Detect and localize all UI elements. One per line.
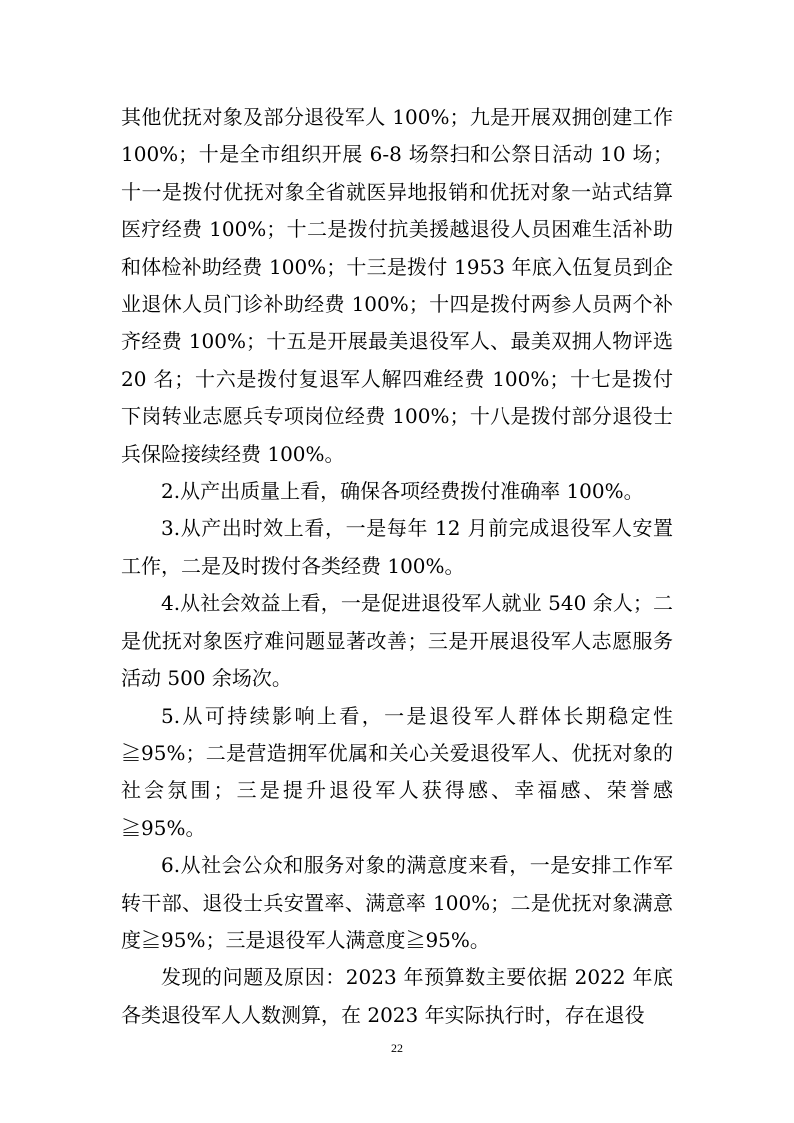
paragraph-satisfaction: 6.从社会公众和服务对象的满意度来看，一是安排工作军转干部、退役士兵安置率、满意率 100%；二是优抚对象满意度≧95%；三是退役军人满意度≧95%。: [121, 853, 673, 952]
paragraph-output-timeliness: 3.从产出时效上看，一是每年 12 月前完成退役军人安置工作，二是及时拨付各类经费 100%。: [121, 516, 673, 578]
paragraph-problems-and-causes: 发现的问题及原因：2023 年预算数主要依据 2022 年底各类退役军人人数测算，在 2023 年实际执行时，存在退役: [121, 965, 673, 1027]
page-number: 22: [391, 1041, 403, 1055]
paragraph-sustainability: 5.从可持续影响上看，一是退役军人群体长期稳定性≧95%；二是营造拥军优属和关心关爱退役军人、优抚对象的社会氛围；三是提升退役军人获得感、幸福感、荣誉感≧95%。: [121, 703, 673, 840]
paragraph-output-quality: 2.从产出质量上看，确保各项经费拨付准确率 100%。: [161, 479, 644, 504]
paragraph-social-benefit: 4.从社会效益上看，一是促进退役军人就业 540 余人；二是优抚对象医疗难问题显著改善；三是开展退役军人志愿服务活动 500 余场次。: [121, 591, 673, 691]
paragraph-continuation: 其他优抚对象及部分退役军人 100%；九是开展双拥创建工作 100%；十是全市组织开展 6-8 场祭扫和公祭日活动 10 场；十一是拨付优抚对象全省就医异地报销和优抚对象一站式结算医疗经费 100%；十二是拨付抗美援越退役人员困难生活补助和体检补助经费 100%；十三是拨付 1953 年底入伍复员到企业退休人员门诊补助经费 100%；十四是拨付两参人员两个补齐经费 100%；十五是开展最美退役军人、最美双拥人物评选 20 名；十六是拨付复退军人解四难经费 100%；十七是拨付下岗转业志愿兵专项岗位经费 100%；十八是拨付部分退役士兵保险接续经费 100%。: [121, 105, 673, 466]
document-body: [121, 99, 673, 1034]
